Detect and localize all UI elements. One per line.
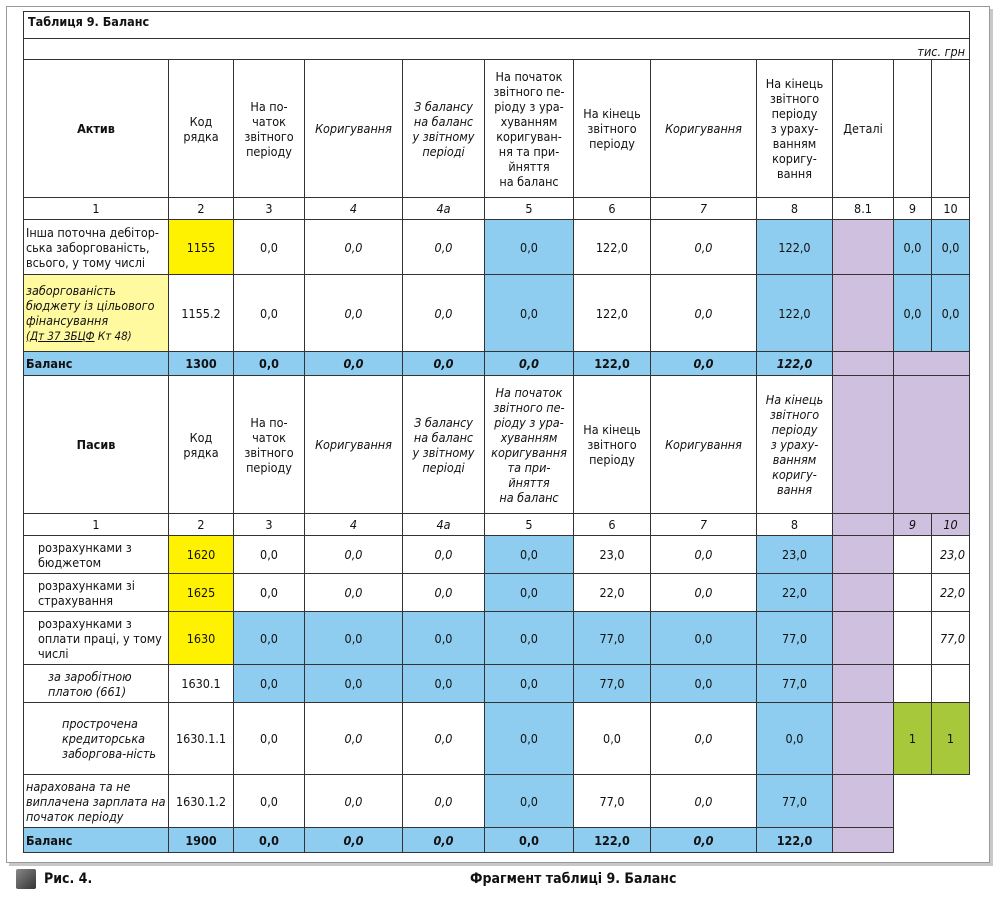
cell-col10: 0,0 xyxy=(932,220,970,275)
cell-start-adjusted: 0,0 xyxy=(485,665,574,703)
col-num: 9 xyxy=(894,198,932,220)
header-start: На по- чаток звітного періоду xyxy=(234,376,305,514)
cell-col9 xyxy=(894,665,932,703)
cell-details xyxy=(833,275,894,352)
figure-caption: Фрагмент таблиці 9. Баланс xyxy=(470,871,677,887)
header-end-adjusted: На кінець звітного періоду з ураху- ванням коригу- вання xyxy=(757,60,833,198)
header-code: Код рядка xyxy=(169,60,234,198)
total-code: 1300 xyxy=(169,352,234,376)
total-name: Баланс xyxy=(24,828,169,853)
cell-transfer: 0,0 xyxy=(403,220,485,275)
cell-start: 0,0 xyxy=(234,612,305,665)
cell-transfer: 0,0 xyxy=(403,574,485,612)
col-num: 3 xyxy=(234,198,305,220)
header-end: На кінець звітного періоду xyxy=(574,376,651,514)
row-code: 1625 xyxy=(169,574,234,612)
cell-correction: 0,0 xyxy=(305,275,403,352)
cell-start-adjusted: 0,0 xyxy=(485,828,574,853)
cell-end: 22,0 xyxy=(574,574,651,612)
row-code: 1155 xyxy=(169,220,234,275)
cell-start: 0,0 xyxy=(234,352,305,376)
cell-col9: 1 xyxy=(894,703,932,775)
cell-correction: 0,0 xyxy=(305,703,403,775)
cell-correction-end: 0,0 xyxy=(651,612,757,665)
cell-correction: 0,0 xyxy=(305,220,403,275)
row-name: нарахована та не виплачена зарплата на початок періоду xyxy=(24,775,169,828)
cell-transfer: 0,0 xyxy=(403,536,485,574)
table-row xyxy=(24,665,970,703)
cell-end: 77,0 xyxy=(574,775,651,828)
cell-transfer: 0,0 xyxy=(403,828,485,853)
row-code: 1630.1.1 xyxy=(169,703,234,775)
liab-header-row xyxy=(24,376,970,514)
cell-correction-end: 0,0 xyxy=(651,703,757,775)
cell-col10: 77,0 xyxy=(932,612,970,665)
cell-correction-end: 0,0 xyxy=(651,775,757,828)
cell-end-adjusted: 122,0 xyxy=(757,220,833,275)
cell-end: 122,0 xyxy=(574,352,651,376)
cell-start: 0,0 xyxy=(234,775,305,828)
header-transfer: З балансу на баланс у звітному періоді xyxy=(403,376,485,514)
col-num: 4а xyxy=(403,514,485,536)
cell-correction-end: 0,0 xyxy=(651,275,757,352)
header-start-adjusted: На початок звітного пе- ріоду з ура- хуванням коригування та при- йняття на баланс xyxy=(485,376,574,514)
cell-col9-10 xyxy=(894,775,970,853)
col-num: 6 xyxy=(574,198,651,220)
cell-transfer: 0,0 xyxy=(403,775,485,828)
row-name: прострочена кредиторська заборгова-ність xyxy=(24,703,169,775)
row-code: 1155.2 xyxy=(169,275,234,352)
cell-end-adjusted: 122,0 xyxy=(757,275,833,352)
cell-correction: 0,0 xyxy=(305,536,403,574)
cell-start: 0,0 xyxy=(234,275,305,352)
cell-col9-10 xyxy=(894,352,970,376)
header-details xyxy=(833,376,894,514)
cell-start-adjusted: 0,0 xyxy=(485,574,574,612)
cell-start: 0,0 xyxy=(234,536,305,574)
header-code: Код рядка xyxy=(169,376,234,514)
header-col9-10 xyxy=(894,376,970,514)
unit-label: тис. грн xyxy=(24,39,970,60)
cell-correction: 0,0 xyxy=(305,352,403,376)
cell-correction-end: 0,0 xyxy=(651,665,757,703)
cell-end: 122,0 xyxy=(574,828,651,853)
cell-transfer: 0,0 xyxy=(403,275,485,352)
table-row xyxy=(24,612,970,665)
col-num: 2 xyxy=(169,514,234,536)
liab-number-row xyxy=(24,514,970,536)
total-name: Баланс xyxy=(24,352,169,376)
row-name: розрахунками зі страхування xyxy=(24,574,169,612)
col-num: 3 xyxy=(234,514,305,536)
col-num: 10 xyxy=(932,198,970,220)
cell-start: 0,0 xyxy=(234,220,305,275)
cell-correction-end: 0,0 xyxy=(651,536,757,574)
row-code: 1620 xyxy=(169,536,234,574)
liab-total-row xyxy=(24,828,970,853)
header-liab: Пасив xyxy=(24,376,169,514)
cell-end: 23,0 xyxy=(574,536,651,574)
cell-start-adjusted: 0,0 xyxy=(485,275,574,352)
cell-start-adjusted: 0,0 xyxy=(485,775,574,828)
col-num: 8.1 xyxy=(833,198,894,220)
cell-col10: 23,0 xyxy=(932,536,970,574)
cell-details xyxy=(833,612,894,665)
cell-start-adjusted: 0,0 xyxy=(485,703,574,775)
cell-details xyxy=(833,536,894,574)
cell-start: 0,0 xyxy=(234,828,305,853)
cell-col9: 0,0 xyxy=(894,220,932,275)
cell-start: 0,0 xyxy=(234,574,305,612)
cell-col9: 0,0 xyxy=(894,275,932,352)
cell-correction: 0,0 xyxy=(305,574,403,612)
header-asset: Актив xyxy=(24,60,169,198)
cell-transfer: 0,0 xyxy=(403,612,485,665)
cell-end-adjusted: 77,0 xyxy=(757,665,833,703)
col-num xyxy=(833,514,894,536)
cell-end-adjusted: 23,0 xyxy=(757,536,833,574)
cell-end-adjusted: 122,0 xyxy=(757,828,833,853)
col-num: 2 xyxy=(169,198,234,220)
table-row xyxy=(24,536,970,574)
header-col9 xyxy=(894,60,932,198)
cell-end: 122,0 xyxy=(574,220,651,275)
row-name-note: (Дт 37 ЗБЦФ Кт 48) xyxy=(26,328,132,343)
header-correction: Коригування xyxy=(305,60,403,198)
header-end: На кінець звітного періоду xyxy=(574,60,651,198)
col-num: 4а xyxy=(403,198,485,220)
cell-correction-end: 0,0 xyxy=(651,352,757,376)
cell-transfer: 0,0 xyxy=(403,665,485,703)
cell-end-adjusted: 77,0 xyxy=(757,775,833,828)
row-code: 1630.1.2 xyxy=(169,775,234,828)
row-name: розрахунками з бюджетом xyxy=(24,536,169,574)
table-row xyxy=(24,703,970,775)
cell-start-adjusted: 0,0 xyxy=(485,220,574,275)
row-name-text: заборгованість бюджету із цільового фінансування xyxy=(26,282,155,328)
asset-total-row xyxy=(24,352,970,376)
cell-correction-end: 0,0 xyxy=(651,220,757,275)
asset-number-row xyxy=(24,198,970,220)
header-details: Деталі xyxy=(833,60,894,198)
col-num: 8 xyxy=(757,198,833,220)
col-num: 5 xyxy=(485,198,574,220)
col-num: 1 xyxy=(24,514,169,536)
cell-col10: 22,0 xyxy=(932,574,970,612)
cell-details xyxy=(833,220,894,275)
col-num: 8 xyxy=(757,514,833,536)
col-num: 4 xyxy=(305,198,403,220)
header-col10 xyxy=(932,60,970,198)
cell-end: 77,0 xyxy=(574,612,651,665)
cell-correction-end: 0,0 xyxy=(651,574,757,612)
cell-details xyxy=(833,703,894,775)
col-num: 4 xyxy=(305,514,403,536)
cell-col10: 1 xyxy=(932,703,970,775)
col-num: 6 xyxy=(574,514,651,536)
total-code: 1900 xyxy=(169,828,234,853)
cell-details xyxy=(833,775,894,828)
cell-end-adjusted: 122,0 xyxy=(757,352,833,376)
row-name: Інша поточна дебітор-ська заборгованість, всього, у тому числі xyxy=(24,220,169,275)
header-correction-end: Коригування xyxy=(651,376,757,514)
cell-details xyxy=(833,574,894,612)
table-row xyxy=(24,574,970,612)
row-code: 1630 xyxy=(169,612,234,665)
cell-end-adjusted: 22,0 xyxy=(757,574,833,612)
col-num: 1 xyxy=(24,198,169,220)
cell-details xyxy=(833,665,894,703)
cell-end: 122,0 xyxy=(574,275,651,352)
cell-transfer: 0,0 xyxy=(403,352,485,376)
cell-end-adjusted: 0,0 xyxy=(757,703,833,775)
cell-transfer: 0,0 xyxy=(403,703,485,775)
col-num: 10 xyxy=(932,514,970,536)
header-end-adjusted: На кінець звітного періоду з ураху- ванням коригу- вання xyxy=(757,376,833,514)
cell-start-adjusted: 0,0 xyxy=(485,352,574,376)
figure-label: Рис. 4. xyxy=(44,871,93,887)
cell-end-adjusted: 77,0 xyxy=(757,612,833,665)
table-title: Таблиця 9. Баланс xyxy=(24,12,970,39)
header-correction: Коригування xyxy=(305,376,403,514)
cell-col9 xyxy=(894,574,932,612)
cell-details xyxy=(833,352,894,376)
asset-header-row xyxy=(24,60,970,198)
cell-start-adjusted: 0,0 xyxy=(485,612,574,665)
table-row xyxy=(24,220,970,275)
col-num: 9 xyxy=(894,514,932,536)
figure-icon xyxy=(16,869,36,889)
table-row xyxy=(24,275,970,352)
cell-end: 77,0 xyxy=(574,665,651,703)
cell-end: 0,0 xyxy=(574,703,651,775)
row-name xyxy=(24,275,169,352)
header-transfer: З балансу на баланс у звітному періоді xyxy=(403,60,485,198)
balance-table xyxy=(23,11,970,853)
header-start-adjusted: На початок звітного пе- ріоду з ура- хуванням коригуван- ня та при- йняття на баланс xyxy=(485,60,574,198)
cell-col10 xyxy=(932,665,970,703)
col-num: 7 xyxy=(651,198,757,220)
row-name: розрахунками з оплати праці, у тому числі xyxy=(24,612,169,665)
row-name: за заробітною платою (661) xyxy=(24,665,169,703)
row-code: 1630.1 xyxy=(169,665,234,703)
cell-col10: 0,0 xyxy=(932,275,970,352)
cell-correction: 0,0 xyxy=(305,775,403,828)
cell-col9 xyxy=(894,612,932,665)
cell-correction: 0,0 xyxy=(305,828,403,853)
cell-correction: 0,0 xyxy=(305,612,403,665)
cell-start: 0,0 xyxy=(234,665,305,703)
cell-correction-end: 0,0 xyxy=(651,828,757,853)
header-correction-end: Коригування xyxy=(651,60,757,198)
cell-details xyxy=(833,828,894,853)
header-start: На по- чаток звітного періоду xyxy=(234,60,305,198)
cell-correction: 0,0 xyxy=(305,665,403,703)
cell-start: 0,0 xyxy=(234,703,305,775)
col-num: 5 xyxy=(485,514,574,536)
cell-col9 xyxy=(894,536,932,574)
col-num: 7 xyxy=(651,514,757,536)
cell-start-adjusted: 0,0 xyxy=(485,536,574,574)
table-row xyxy=(24,775,970,828)
